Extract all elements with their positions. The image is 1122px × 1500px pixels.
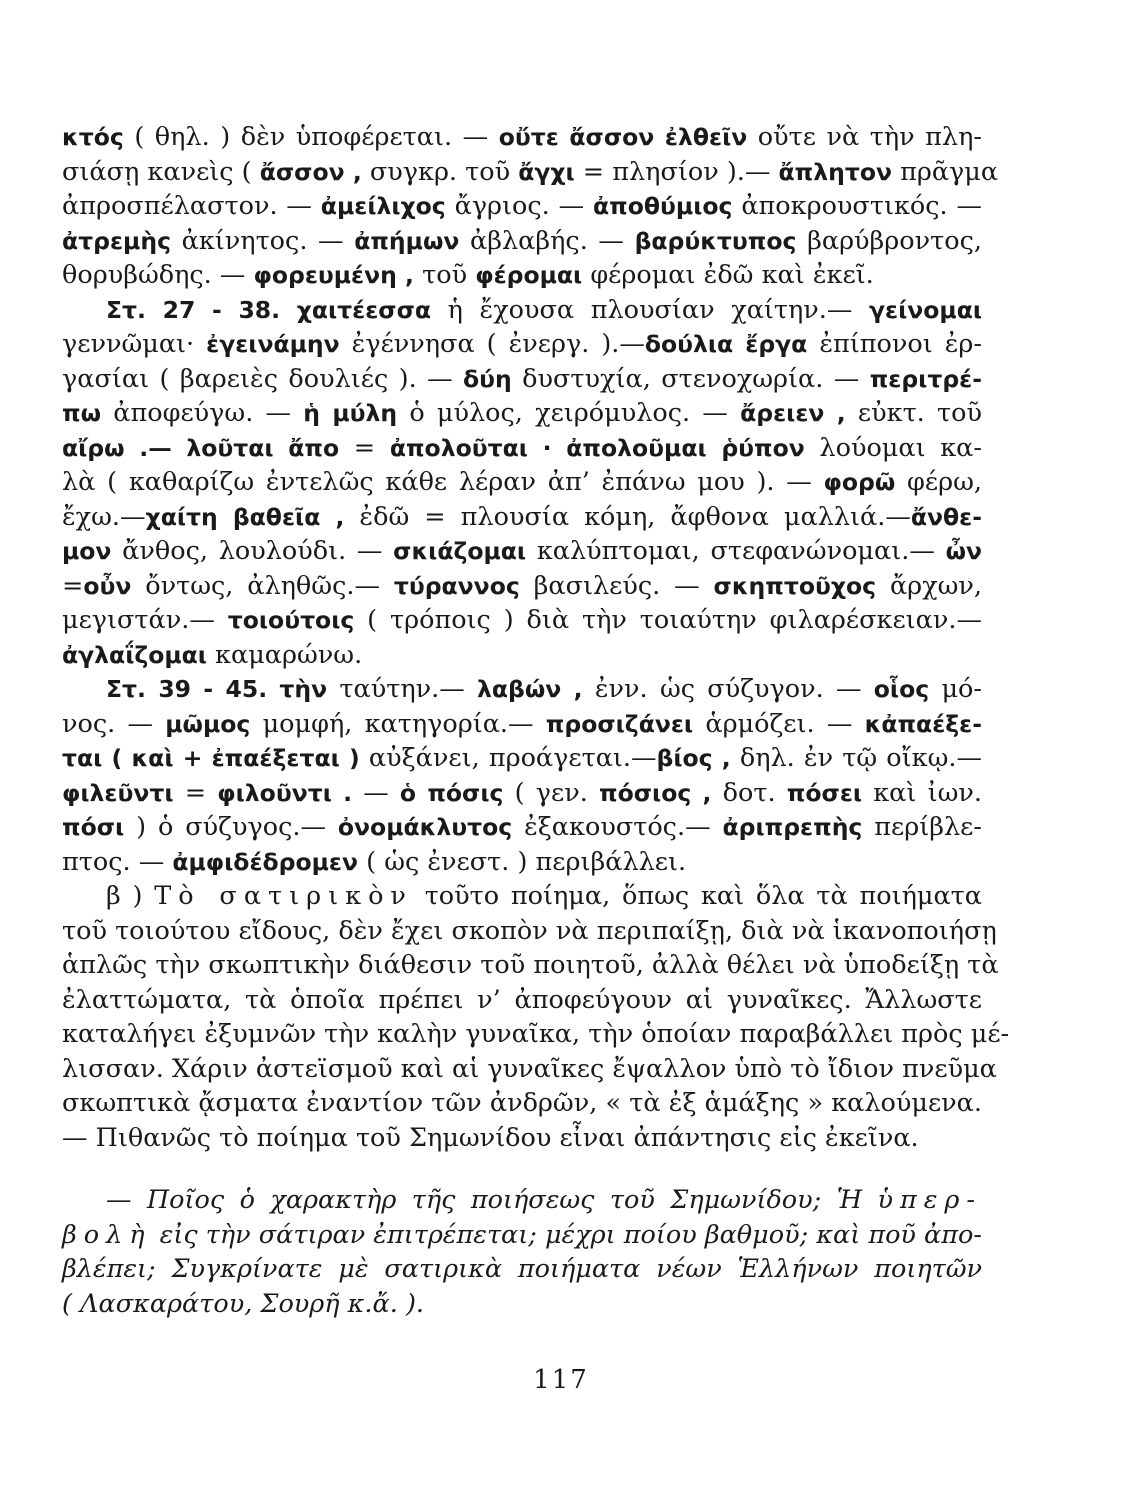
bold-term: δύη [463, 364, 512, 393]
text-run: μομφή, κατηγορία.— [250, 708, 546, 739]
text-line [62, 362, 982, 397]
page-number: 117 [533, 1365, 589, 1395]
text-run: βλέπει; Συγκρίνατε μὲ σατιρικὰ ποιήματα νέων Ἑλλήνων ποιητῶν [62, 1254, 982, 1284]
text-run: φέρω, [895, 467, 983, 497]
text-line [62, 845, 982, 880]
text-run: οὔτε νὰ τὴν πλη- [747, 122, 982, 152]
bold-term: πόσει [786, 778, 863, 807]
bold-term: σκηπτοῦχος [713, 571, 877, 600]
bold-term: τοιούτοις [227, 606, 355, 634]
bold-term: ἀποθύμιος [593, 192, 733, 220]
bold-term: μῶμος [165, 709, 251, 738]
bold-term: ὀνομάκλυτος [337, 813, 513, 841]
bold-term: ὦν [945, 537, 982, 565]
text-run: γεννῶμαι· [62, 329, 207, 359]
text-line [62, 258, 982, 293]
text-run [172, 433, 187, 463]
bold-term: βίος , [656, 744, 731, 772]
bold-term: οἷος [873, 675, 930, 703]
bold-term: φορῶ [823, 468, 896, 496]
text-run: δοτ. [711, 777, 787, 808]
text-run: δυστυχία, στενοχωρία. — [511, 363, 870, 394]
text-line [62, 465, 982, 500]
spaced-term: ὑπερ- [877, 1185, 982, 1215]
text-line [62, 534, 982, 569]
bold-term: λαβών , [477, 675, 583, 703]
text-run [280, 295, 297, 325]
text-line [62, 948, 999, 983]
spaced-term: Τὸ σατιρικὸν [154, 881, 413, 911]
text-run: — Πιθανῶς τὸ ποίημα τοῦ Σημωνίδου εἶναι ἀπάντησις εἰς ἐκεῖνα. [62, 1122, 919, 1153]
bold-term: φιλεῦντι [62, 778, 174, 807]
text-run: ἐνν. ὡς σύζυγον. — [582, 674, 874, 704]
bold-term: γείνομαι [869, 295, 982, 324]
text-run: ὁ μύλος, χειρόμυλος. — [397, 398, 741, 428]
text-run [267, 674, 279, 704]
text-line [62, 672, 982, 707]
bold-term: ἀμφιδέδρομεν [172, 847, 359, 876]
text-line [62, 1052, 997, 1087]
text-run: ἀκίνητος. — [171, 225, 355, 256]
text-run: ταύτην.— [327, 674, 478, 704]
text-run: καταλήγει ἐξυμνῶν τὴν καλὴν γυναῖκα, τὴν ὁποίαν παραβάλλει πρὸς μέ- [62, 1019, 1010, 1049]
text-line [62, 189, 982, 224]
bold-term: χαίτη βαθεῖα , [145, 502, 345, 531]
bold-term: Στ. 27 - 38. [106, 295, 281, 324]
bold-term: ἄγχι [518, 157, 575, 186]
bold-term: Στ. 39 - 45. [106, 675, 268, 703]
text-line [62, 120, 982, 155]
bold-term: ἀτρεμὴς [62, 226, 171, 255]
text-run: τοῦ [414, 260, 476, 290]
bold-term: πόσι [62, 813, 125, 841]
bold-term: κἀπαέξε- [864, 709, 982, 738]
text-run: ( τρόποις ) διὰ τὴν τοιαύτην φιλαρέσκειαν.— [354, 605, 983, 635]
text-line [62, 741, 982, 776]
text-run: ἡ ἔχουσα πλουσίαν χαίτην.— [431, 294, 869, 325]
bold-term: βαρύκτυπος [634, 226, 797, 255]
text-line [62, 603, 982, 638]
text-run: θορυβώδης. — [62, 260, 254, 290]
text-run: καμαρώνω. [206, 639, 363, 670]
text-run: = [339, 432, 390, 463]
bold-term: ἀγλαΐζομαι [62, 640, 207, 669]
text-line [62, 431, 982, 466]
bold-term: ἀπήμων [354, 226, 460, 255]
text-run: συγκρ. τοῦ [361, 156, 519, 187]
text-run: δηλ. ἐν τῷ οἴκῳ.— [730, 743, 982, 773]
text-run: μεγιστάν.— [62, 605, 228, 635]
bold-term: οὖν [83, 571, 132, 600]
text-run: = [62, 570, 84, 601]
text-line [62, 1183, 982, 1218]
text-line [62, 914, 997, 949]
text-run: ἁπλῶς τὴν σκωπτικὴν διάθεσιν τοῦ ποιητοῦ, ἀλλὰ θέλει νὰ ὑποδείξῃ τὰ [62, 950, 999, 980]
text-line [62, 569, 982, 604]
text-run: ἔχω.— [62, 501, 146, 532]
bold-term: προσιζάνει [545, 709, 694, 738]
bold-term: λοῦται ἄπο [186, 433, 340, 462]
bold-term: ἄρειεν , [740, 399, 846, 427]
bold-term: κτός [62, 123, 124, 151]
bold-term: ται ( καὶ + ἐπαέξεται ) [62, 744, 360, 772]
text-run: ( Λασκαράτου, Σουρῆ κ.ἄ. ). [62, 1288, 424, 1319]
text-run: ἐγέννησα ( ἐνεργ. ).— [339, 329, 645, 359]
text-run: φέρομαι ἐδῶ καὶ ἐκεῖ. [582, 260, 874, 290]
text-line [62, 879, 982, 914]
text-run: σκωπτικὰ ᾄσματα ἐναντίον τῶν ἀνδρῶν, « τὰ ἐξ ἁμάξης » καλούμενα. [62, 1088, 982, 1118]
text-run: τοῦτο ποίημα, ὅπως καὶ ὅλα τὰ ποιήματα [412, 881, 983, 911]
text-run: πρᾶγμα [891, 156, 999, 187]
text-line [62, 1287, 982, 1322]
bold-term: ἀπολοῦται · ἀπολοῦμαι ῥύπον [389, 433, 805, 462]
text-run: ἁρμόζει. — [693, 708, 865, 739]
text-line [62, 776, 982, 811]
text-line [62, 327, 982, 362]
text-run: τοῦ τοιούτου εἴδους, δὲν ἔχει σκοπὸν νὰ περιπαίξῃ, διὰ νὰ ἱκανοποιήσῃ [62, 915, 997, 946]
text-run: ἄνθος, λουλούδι. — [111, 536, 394, 566]
bold-term: χαιτέεσσα [296, 295, 432, 324]
text-run: καλύπτομαι, στεφανώνομαι.— [526, 536, 946, 566]
text-run: ( θηλ. ) δὲν ὑποφέρεται. — [123, 122, 499, 152]
text-run: ὄντως, ἀληθῶς.— [131, 570, 394, 601]
commentary-text [62, 120, 1010, 1321]
bold-term: τύραννος [393, 571, 520, 600]
text-run: λὰ ( καθαρίζω ἐντελῶς κάθε λέραν ἀπ’ ἐπάνω μου ). — [62, 467, 824, 497]
bold-term: ἐγεινάμην [206, 330, 340, 358]
text-line [62, 293, 982, 328]
bold-term: οὔτε ἄσσον ἐλθεῖν [498, 123, 748, 151]
text-run: καὶ ἰων. [862, 777, 982, 808]
bold-term: μον [62, 537, 112, 565]
text-run: ἐξακουστός.— [512, 812, 723, 842]
bold-term: τὴν [279, 675, 328, 703]
bold-term: πόσιος , [599, 778, 712, 807]
text-run: πτος. — [62, 846, 173, 877]
text-run: ἐδῶ = πλουσία κόμη, ἄφθονα μαλλιά.— [344, 501, 911, 532]
bold-term: πω [62, 399, 102, 427]
text-line [62, 396, 982, 431]
bold-term: ἀριπρεπὴς [722, 813, 863, 841]
text-run: ἄγριος. — [445, 191, 594, 221]
text-run: = [173, 777, 218, 808]
text-line [62, 1121, 982, 1156]
text-run: ἀβλαβής. — [459, 225, 635, 256]
bold-term: ἀμείλιχος [320, 192, 446, 220]
text-run: λούομαι κα- [804, 432, 983, 463]
bold-term: δούλια ἔργα [644, 330, 808, 358]
text-run: περίβλε- [862, 812, 982, 842]
bold-term: αἴρω .— [62, 433, 172, 462]
text-line [62, 1252, 982, 1287]
text-run: ἄρχων, [876, 570, 983, 601]
text-run: ἐλαττώματα, τὰ ὁποῖα πρέπει ν’ ἀποφεύγουν αἱ γυναῖκες. Ἄλλωστε [62, 984, 982, 1015]
text-run: — [352, 777, 400, 808]
text-run: λισσαν. Χάριν ἀστεϊσμοῦ καὶ αἱ γυναῖκες ἔψαλλον ὑπὸ τὸ ἴδιον πνεῦμα [62, 1053, 997, 1084]
text-run: ἀπροσπέλαστον. — [62, 191, 321, 221]
text-run: ( ὡς ἐνεστ. ) περιβάλλει. [358, 846, 687, 877]
text-line [62, 1017, 1010, 1052]
text-run: αὐξάνει, προάγεται.— [359, 743, 657, 773]
text-line [62, 638, 982, 673]
text-run: σιάσῃ κανεὶς ( [62, 156, 260, 187]
text-run: βαρύβροντος, [796, 225, 982, 256]
text-line [62, 155, 999, 190]
bold-term: φορευμένη , [253, 261, 414, 289]
spaced-term: βολὴ [62, 1219, 152, 1250]
text-run: ( γεν. [503, 777, 600, 808]
text-run: β ) [106, 881, 155, 911]
text-run: ἐπίπονοι ἐρ- [807, 329, 982, 359]
text-run: = πλησίον ).— [574, 156, 779, 187]
bold-term: περιτρέ- [869, 364, 982, 393]
text-run: βασιλεύς. — [519, 570, 714, 601]
text-run: ἀποφεύγω. — [101, 398, 304, 428]
bold-term: φιλοῦντι . [217, 778, 353, 807]
bold-term: ἄσσον , [259, 157, 362, 186]
text-run: γασίαι ( βαρειὲς δουλιές ). — [62, 363, 464, 394]
text-run: ) ὁ σύζυγος.— [124, 812, 338, 842]
bold-term: σκιάζομαι [393, 537, 527, 565]
text-line [62, 810, 982, 845]
text-run: εἰς τὴν σάτιραν ἐπιτρέπεται; μέχρι ποίου βαθμοῦ; καὶ ποῦ ἀπο- [151, 1219, 982, 1250]
text-run: μό- [929, 674, 982, 704]
text-line [62, 500, 982, 535]
text-line [62, 224, 982, 259]
text-run: νος. — [62, 708, 166, 739]
text-run: ἀποκρουστικός. — [732, 191, 982, 221]
text-line [62, 1218, 982, 1253]
text-line [62, 707, 982, 742]
text-run: — Ποῖος ὁ χαρακτὴρ τῆς ποιήσεως τοῦ Σημωνίδου; Ἡ [106, 1185, 878, 1215]
bold-term: ὁ πόσις [399, 778, 504, 807]
bold-term: φέρομαι [475, 261, 583, 289]
text-line [62, 983, 982, 1018]
text-run: εὐκτ. τοῦ [845, 398, 982, 428]
bold-term: ἄπλητον [778, 157, 892, 186]
text-line [62, 1086, 982, 1121]
bold-term: ἡ μύλη [303, 399, 398, 427]
bold-term: ἄνθε- [910, 502, 982, 531]
